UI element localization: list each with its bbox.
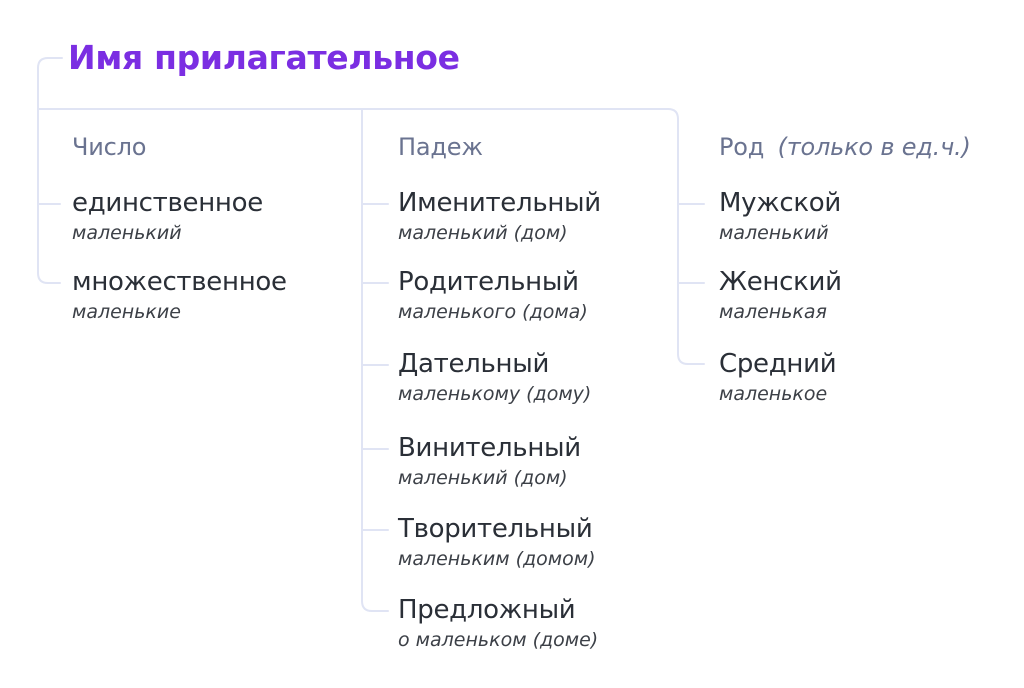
item-case-dative (398, 349, 591, 406)
item-number-singular (72, 188, 263, 245)
item-gender-feminine (719, 267, 842, 324)
item-label: Винительный (398, 433, 581, 463)
item-case-instrumental (398, 514, 596, 571)
item-example: маленький (719, 222, 829, 244)
item-label: множественное (72, 267, 287, 297)
bracket-number (38, 58, 62, 283)
item-case-prepositional (398, 595, 598, 652)
page-title: Имя прилагательное (68, 38, 460, 77)
item-gender-neuter (719, 349, 836, 406)
column-heading-number: Число (72, 133, 147, 161)
item-example: маленький (72, 222, 182, 244)
item-example: маленького (дома) (398, 301, 588, 323)
item-example: маленькое (719, 383, 828, 405)
column-heading-gender-note: (только в ед.ч.) (777, 133, 971, 161)
item-example: маленький (дом) (398, 222, 568, 244)
item-example: маленькому (дому) (398, 383, 592, 405)
item-label: Женский (719, 267, 842, 297)
item-label: Родительный (398, 267, 579, 297)
item-case-accusative (398, 433, 581, 490)
item-number-plural (72, 267, 287, 324)
item-label: единственное (72, 188, 263, 218)
item-example: маленькие (72, 301, 181, 323)
column-heading-case: Падеж (398, 133, 483, 161)
item-label: Предложный (398, 595, 576, 625)
column-heading-gender (719, 133, 971, 162)
item-example: маленький (дом) (398, 467, 568, 489)
item-gender-masculine (719, 188, 841, 245)
item-example: о маленьком (доме) (398, 629, 599, 651)
bracket-case (362, 109, 388, 611)
item-example: маленьким (домом) (398, 548, 596, 570)
item-label: Мужской (719, 188, 841, 218)
item-label: Именительный (398, 188, 601, 218)
item-label: Средний (719, 349, 837, 379)
item-case-nominative (398, 188, 601, 245)
column-heading-gender-label: Род (719, 133, 765, 161)
item-label: Дательный (398, 349, 550, 379)
item-example: маленькая (719, 301, 827, 323)
item-case-genitive (398, 267, 588, 324)
item-label: Творительный (398, 514, 593, 544)
